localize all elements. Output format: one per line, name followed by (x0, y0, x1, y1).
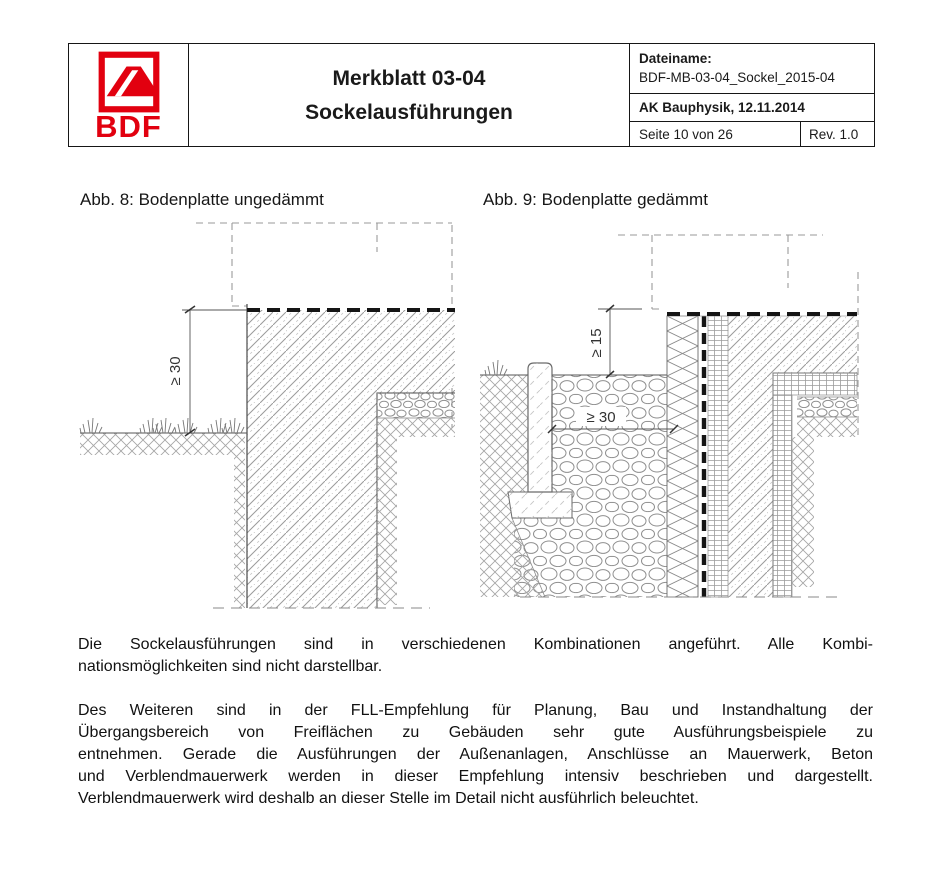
file-row (630, 44, 874, 93)
text-line: Die Sockelausführungen sind in verschiedenen Kombinationen angeführt. Alle Kombi- (78, 636, 873, 653)
page-rev-row (630, 121, 874, 146)
text-line: und Verblendmauerwerk werden in dieser Empfehlung intensiv beschrieben und dargestellt. (78, 768, 873, 785)
figure-caption-abb8: Abb. 8: Bodenplatte ungedämmt (80, 190, 324, 209)
soil-hatch (80, 433, 235, 455)
underslab-insulation (773, 373, 857, 395)
document-header (68, 43, 875, 147)
doc-title-line2: Sockelausführungen (305, 100, 513, 124)
page-number: Seite 10 von 26 (639, 126, 733, 142)
file-label: Dateiname: (639, 51, 712, 66)
body-paragraph-1 (78, 634, 873, 678)
figure-caption-abb9: Abb. 9: Bodenplatte gedämmt (483, 190, 708, 209)
perimeter-insulation (667, 316, 698, 597)
drawing-abb9 (480, 235, 858, 597)
text-line: Des Weiteren sind in der FLL-Empfehlung für Planung, Bau und Instandhaltung der (78, 702, 873, 719)
committee-row: AK Bauphysik, 12.11.2014 (630, 93, 874, 121)
dim-label-30: ≥ 30 (167, 356, 184, 386)
dimension-15 (588, 305, 642, 378)
dimension-30-left (167, 306, 247, 436)
dim-label-30b: ≥ 30 (586, 409, 616, 426)
body-paragraph-2 (78, 700, 873, 810)
text-line: nationsmöglichkeiten sind nicht darstellbar. (78, 658, 383, 675)
doc-title-line1: Merkblatt 03-04 (332, 66, 486, 90)
concrete-slab (247, 310, 455, 608)
technical-drawings (70, 213, 878, 625)
logo-text: BDF (95, 108, 162, 144)
revision: Rev. 1.0 (800, 122, 874, 146)
bdf-logo (69, 44, 188, 146)
gravel-strip-right (797, 397, 857, 417)
insulation-mesh-column (708, 316, 728, 597)
text-line: entnehmen. Gerade die Ausführungen der Außenanlagen, Anschlüsse an Mauerwerk, Beton (78, 746, 873, 763)
drawing-abb8 (80, 223, 455, 608)
gravel-strip (377, 393, 455, 418)
dim-label-15: ≥ 15 (588, 328, 605, 358)
bdf-roof-icon (98, 51, 160, 113)
text-line: Übergangsbereich von Freiflächen zu Gebäuden sehr gute Ausführungsbeispiele zu (78, 724, 873, 741)
file-name: BDF-MB-03-04_Sockel_2015-04 (639, 70, 835, 85)
header-meta-cell (629, 44, 874, 146)
header-title-cell (188, 44, 629, 146)
text-line: Verblendmauerwerk wird deshalb an dieser Stelle im Detail nicht ausführlich beleuchtet. (78, 790, 699, 807)
